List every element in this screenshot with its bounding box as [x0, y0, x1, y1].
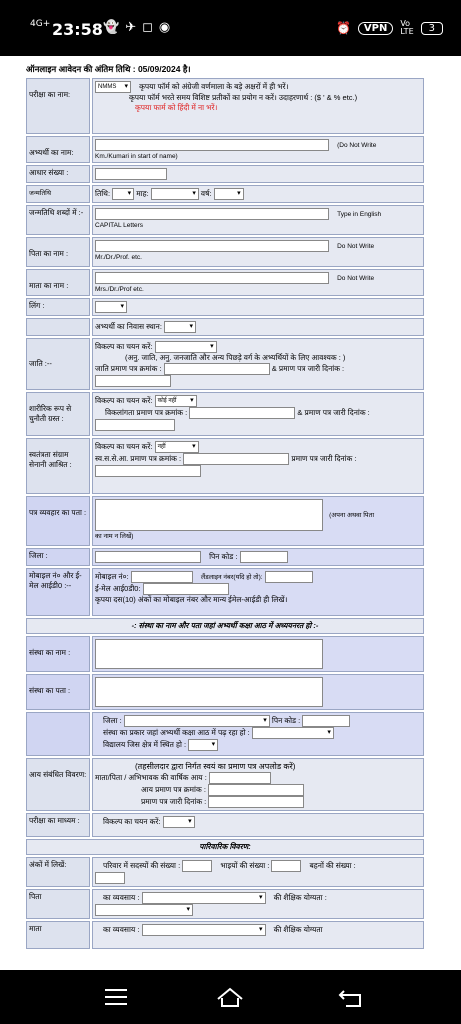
battery-indicator: 3	[421, 22, 443, 35]
income-cert-date-input[interactable]	[208, 796, 304, 808]
income-heading: (तहसीलदार द्वारा निर्गत स्वयं का प्रमाण पत्र अपलोड करें)	[135, 762, 296, 771]
freedom-choose-label: विकल्प का चयन करें:	[95, 441, 153, 451]
disability-cert-no-label: विकलांगता प्रमाण पत्र क्रमांक :	[105, 407, 188, 417]
caste-choose-label: विकल्प का चयन करें:	[95, 341, 153, 351]
disability-choose-label: विकल्प का चयन करें:	[95, 395, 153, 405]
freedom-cert-date-label: प्रमाण पत्र जारी दिनांक :	[291, 453, 357, 463]
dob-month-select[interactable]	[151, 188, 199, 200]
contact-note: कृपया दस(10) अंकों का मोबाइल नंबर और मान्य ईमेल-आईडी ही लिखें।	[95, 595, 288, 604]
brothers-input[interactable]	[271, 860, 301, 872]
home-icon[interactable]	[215, 984, 245, 1010]
school-pin-input[interactable]	[302, 715, 350, 727]
check-icon: ◉	[158, 20, 177, 35]
mother-name-input[interactable]	[95, 272, 329, 284]
caste-cert-no-label: जाति प्रमाण पत्र क्रमांक :	[95, 363, 162, 373]
network-indicator: 4G+	[30, 19, 51, 29]
district-label: जिला :	[26, 548, 90, 566]
caste-select[interactable]	[155, 341, 217, 353]
aadhaar-input[interactable]	[95, 168, 167, 180]
dob-day-select[interactable]	[112, 188, 134, 200]
note-symbols: कृपया फॉर्म भरते समय विशिष्ट प्रतीकों का प्रयोग न करें। उदाहरणार्थ : ($ ' & % etc.)	[129, 93, 358, 102]
registration-form	[24, 76, 426, 951]
father-info-label: पिता	[26, 889, 90, 919]
school-type-label: संस्था का प्रकार जहां अभ्यर्थी कक्षा आठ में पढ़ रहा हो :	[103, 727, 250, 737]
address-hint-2: का नाम न लिखें)	[95, 533, 134, 540]
mother-name-hint-2: Mrs./Dr./Prof etc.	[95, 286, 144, 293]
freedom-cert-date-input[interactable]	[95, 465, 201, 477]
annual-income-label: माता/पिता / अभिभावक की वार्षिक आय :	[95, 772, 207, 782]
income-label: आय संबंधित विवरण:	[26, 758, 90, 811]
disability-cert-no-input[interactable]	[189, 407, 295, 419]
alarm-icon: ⏰	[335, 21, 351, 35]
school-address-label: संस्था का पता :	[26, 674, 90, 710]
exam-name-cell	[92, 78, 424, 134]
mother-occupation-select[interactable]	[142, 924, 266, 936]
note-capitals: कृपया फॉर्म को अंग्रेजी वर्णमाला के बड़े अक्षरों में ही भरें।	[139, 81, 289, 91]
district-input[interactable]	[95, 551, 201, 563]
address-label: पत्र व्यवहार का पता :	[26, 496, 90, 546]
school-pin-label: पिन कोड :	[271, 715, 301, 725]
caste-cert-date-label: & प्रमाण पत्र जारी दिनांक :	[271, 363, 345, 373]
candidate-name-hint: (Do Not Write	[337, 141, 377, 149]
dob-words-label: जन्मतिथि शब्दों में :-	[26, 205, 90, 235]
school-area-select[interactable]	[188, 739, 218, 751]
caste-note: (अनु. जाति, अनु. जनजाति और अन्य पिछड़े वर्ग के अभ्यर्थियों के लिए आवश्यक : )	[125, 353, 346, 362]
mother-name-label: माता का नाम :	[26, 269, 90, 296]
family-members-label: परिवार में सदस्यों की संख्या :	[103, 860, 181, 870]
candidate-name-input[interactable]	[95, 139, 329, 151]
mobile-input[interactable]	[131, 571, 193, 583]
income-cert-date-label: प्रमाण पत्र जारी दिनांक :	[141, 796, 207, 806]
school-section-heading: -: संस्था का नाम और पता जहां अभ्यर्थी कक्षा आठ में अध्ययनरत हो :-	[26, 618, 424, 634]
school-area-label: विद्यालय जिस क्षेत्र में स्थित हो :	[103, 739, 187, 749]
freedom-select[interactable]: नहीं ▾	[155, 441, 199, 453]
gender-label: लिंग :	[26, 298, 90, 316]
system-icons	[336, 20, 443, 36]
instagram-icon: ◻	[142, 20, 159, 35]
aadhaar-label: आधार संख्या :	[26, 165, 90, 183]
family-count-label: अंकों में लिखें:	[26, 857, 90, 887]
telegram-icon: ✈	[125, 20, 143, 35]
father-education-select[interactable]	[95, 904, 193, 916]
landline-label: लैंडलाइन नंबर(यदि हो तो):	[200, 573, 263, 581]
caste-cert-no-input[interactable]	[164, 363, 270, 375]
father-name-label: पिता का नाम :	[26, 237, 90, 267]
school-name-textarea[interactable]	[95, 639, 323, 669]
exam-select[interactable]: NMMS ▾	[95, 81, 131, 93]
gender-select[interactable]	[95, 301, 127, 313]
caste-label: जाति :--	[26, 338, 90, 390]
landline-input[interactable]	[265, 571, 313, 583]
medium-label: परीक्षा का माध्यम :	[26, 813, 90, 837]
caste-cert-date-input[interactable]	[95, 375, 171, 387]
dob-day-label: तिथि:	[95, 188, 111, 198]
disability-label: शारीरिक रूप से चुनौती ग्रस्त :	[26, 392, 90, 436]
note-no-hindi: कृपया फार्म को हिंदी में ना भरें।	[135, 103, 218, 112]
disability-select[interactable]: कोई नहीं ▾	[155, 395, 197, 407]
dob-words-hint-2: CAPITAL Letters	[95, 222, 144, 229]
mother-name-hint: Do Not Write	[337, 274, 375, 282]
residence-label: अभ्यर्थी का निवास स्थान:	[95, 321, 162, 331]
email-label: ई-मेल आई0डी0:	[95, 583, 141, 593]
form-page	[0, 56, 461, 970]
school-district-label: जिला :	[103, 715, 122, 725]
notification-icons	[103, 20, 176, 35]
income-cert-no-input[interactable]	[208, 784, 304, 796]
father-name-hint: Do Not Write	[337, 242, 375, 250]
dob-words-input[interactable]	[95, 208, 329, 220]
volte-badge: Vo LTE	[400, 19, 414, 36]
deadline-notice: ऑनलाइन आवेदन की अंतिम तिथि : 05/09/2024 है।	[26, 64, 191, 74]
clock: 23:58	[52, 20, 103, 39]
father-education-label: की शैक्षिक योग्यता :	[273, 892, 327, 902]
status-bar	[0, 0, 461, 56]
disability-cert-date-input[interactable]	[95, 419, 175, 431]
back-icon[interactable]	[336, 984, 366, 1010]
mother-education-label: की शैक्षिक योग्यता	[273, 924, 323, 934]
brothers-label: भाइयों की संख्या :	[220, 860, 270, 870]
sisters-label: बहनों की संख्या :	[309, 860, 356, 870]
dob-words-hint: Type in English	[337, 210, 382, 218]
dob-label: जन्मतिथि	[26, 185, 90, 203]
father-name-hint-2: Mr./Dr./Prof. etc.	[95, 254, 142, 261]
freedom-fighter-label: स्वतंत्रता संग्राम सेनानी आश्रित :	[26, 438, 90, 494]
address-textarea[interactable]	[95, 499, 323, 531]
vpn-badge: VPN	[358, 22, 393, 35]
father-occupation-select[interactable]	[142, 892, 266, 904]
father-occupation-label: का व्यवसाय :	[103, 892, 140, 902]
mother-info-label: माता	[26, 921, 90, 949]
residence-select[interactable]	[164, 321, 196, 333]
family-members-input[interactable]	[182, 860, 212, 872]
dob-year-label: वर्ष:	[200, 188, 212, 198]
candidate-name-cell	[92, 136, 424, 163]
address-hint: (अपना अथवा पिता	[329, 511, 375, 519]
freedom-cert-no-input[interactable]	[183, 453, 289, 465]
father-name-input[interactable]	[95, 240, 329, 252]
pin-input[interactable]	[240, 551, 288, 563]
navigation-bar	[0, 970, 461, 1024]
school-type-select[interactable]	[252, 727, 334, 739]
school-district-select[interactable]	[124, 715, 270, 727]
school-address-textarea[interactable]	[95, 677, 323, 707]
ghost-icon: 👻	[103, 20, 126, 35]
medium-select[interactable]	[163, 816, 195, 828]
candidate-name-hint-2: Km./Kumari in start of name)	[95, 153, 178, 160]
income-cert-no-label: आय प्रमाण पत्र क्रमांक :	[141, 784, 206, 794]
contact-label: मोबाइल नं० और ई-मेल आईडी0 :--	[26, 568, 90, 616]
family-section-heading: पारिवारिक विवरण:	[26, 839, 424, 855]
pin-label: पिन कोड :	[209, 551, 238, 561]
medium-choose-label: विकल्प का चयन करें:	[103, 816, 161, 826]
freedom-cert-no-label: स्व.स.से.आ. प्रमाण पत्र क्रमांक :	[95, 453, 182, 463]
email-input[interactable]	[143, 583, 229, 595]
exam-name-label: परीक्षा का नाम:	[26, 78, 90, 134]
mobile-label: मोबाइल नं०:	[95, 571, 129, 581]
dob-year-select[interactable]	[214, 188, 244, 200]
disability-cert-date-label: & प्रमाण पत्र जारी दिनांक :	[297, 407, 370, 417]
mother-occupation-label: का व्यवसाय :	[103, 924, 140, 934]
menu-icon[interactable]	[101, 984, 131, 1010]
sisters-input[interactable]	[95, 872, 125, 884]
annual-income-input[interactable]	[209, 772, 271, 784]
school-name-label: संस्था का नाम :	[26, 636, 90, 672]
candidate-name-label: अभ्यर्थी का नाम:	[26, 136, 90, 163]
dob-month-label: माह:	[136, 188, 149, 198]
